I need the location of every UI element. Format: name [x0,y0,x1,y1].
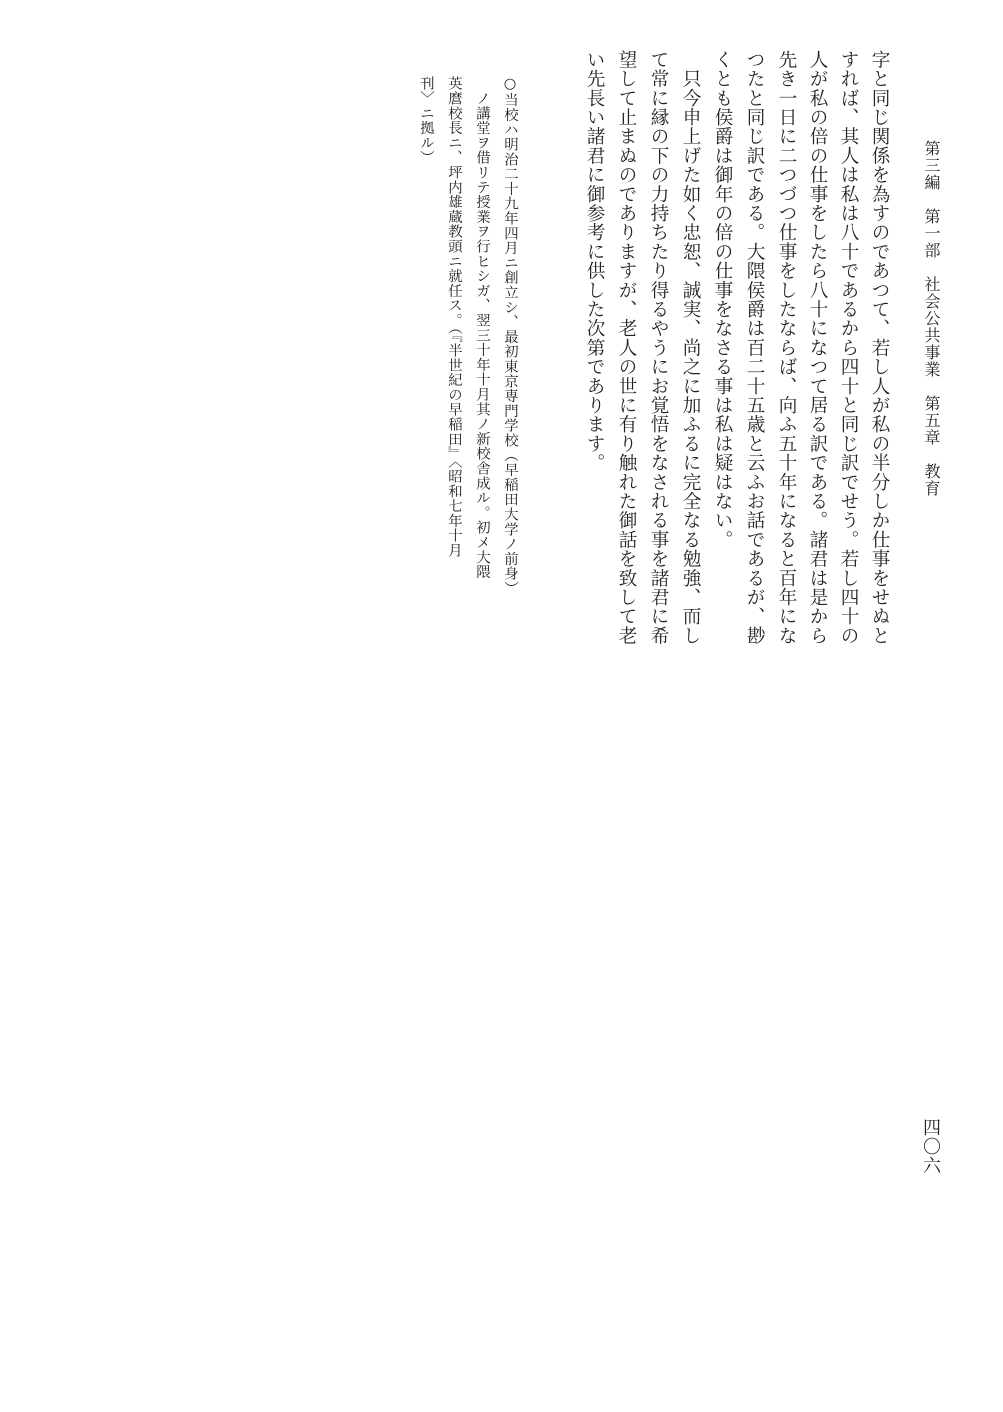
body-line: 只今申上げた如く忠恕、誠実、尚之に加ふるに完全なる勉強、而し [680,50,701,646]
note-line: ノ講堂ヲ借リテ授業ヲ行ヒシガ、翌三十年十月其ノ新校舎成ル。初メ大隈 [474,76,490,580]
body-line: て常に縁の下の力持ちたり得るやうにお覚悟をなされる事を諸君に希 [648,50,669,646]
body-line: 望して止まぬのでありますが、老人の世に有り触れた御話を致して老 [616,50,637,646]
note-line: 英麿校長ニ、坪内雄蔵教頭ニ就任ス。（『半世紀の早稲田』〈昭和七年十月 [446,76,462,558]
body-line: くとも侯爵は御年の倍の仕事をなさる事は私は疑はない。 [712,50,733,550]
body-line: い先長い諸君に御参考に供した次第であります。 [584,50,605,473]
body-line: 先き一日に二つづつ仕事をしたならば、向ふ五十年になると百年にな [776,50,797,646]
body-line: つたと同じ訳である。大隈侯爵は百二十五歳と云ふお話であるが、尠 [744,50,765,646]
note-line: 刊〉ニ拠ル） [418,76,434,165]
note-line: ○当校ハ明治二十九年四月ニ創立シ、最初東京専門学校（早稲田大学ノ前身） [502,76,518,596]
body-line: 字と同じ関係を為すのであつて、若し人が私の半分しか仕事をせぬと [869,50,890,646]
body-line: すれば、其人は私は八十であるから四十と同じ訳でせう。若し四十の [838,50,859,646]
running-header: 第三編 第一部 社会公共事業 第五章 教育 [922,140,941,497]
page-number: 四〇六 [920,1118,941,1175]
body-line: 人が私の倍の仕事をしたら八十になつて居る訳である。諸君は是から [807,50,828,646]
